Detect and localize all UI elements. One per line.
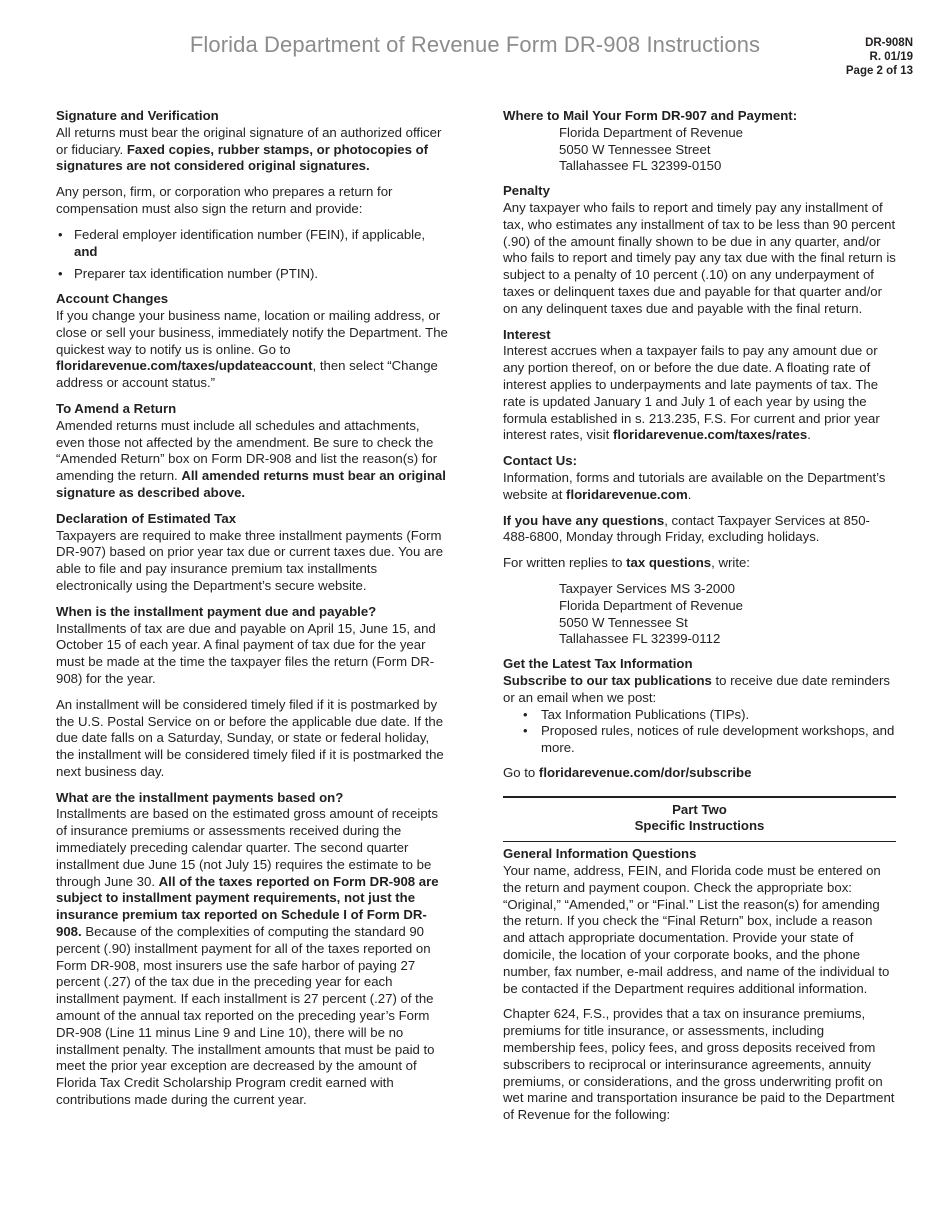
part-subtitle: Specific Instructions [634,818,765,834]
subscribe-bold: Subscribe to our tax publications [503,672,712,688]
latest-heading: Get the Latest Tax Information [503,656,693,672]
written-address [559,581,896,648]
due-section [56,604,450,781]
address-line: Taxpayer Services MS 3-2000 [559,580,735,596]
account-changes-section [56,291,450,392]
interest-heading: Interest [503,326,551,342]
declaration-text: Taxpayers are required to make three installment payments (Form DR-907) based on prior year tax due or current taxes due. You are able to file and pay insurance premium tax installments electronically using the Department’s secure website. [56,527,444,593]
page-number: Page 2 of 13 [845,65,913,77]
subscribe-link[interactable]: floridarevenue.com/dor/subscribe [538,764,752,780]
address-line: 5050 W Tennessee St [559,614,688,630]
form-identifier [846,36,913,78]
general-section [503,846,896,1124]
interest-section [503,327,896,445]
declaration-section [56,511,450,595]
amend-body: Amended returns must include all schedules and attachments, even those not affected by the amendment. Be sure to check the “Amended Return” box on Form DR-908 and list the reason(s) for amending the return. [56,417,438,484]
account-text-end: , then select “Change address or account status.” [56,358,438,391]
preparer-text: Any person, firm, or corporation who prepares a return for compensation must also sign the return and provide: [56,184,393,216]
left-column [56,108,450,1118]
based-section [56,790,450,1109]
penalty-heading: Penalty [503,183,550,199]
update-account-link[interactable]: floridarevenue.com/taxes/updateaccount [56,358,313,374]
based-text [56,806,450,1108]
amend-section [56,401,450,502]
based-heading: What are the installment payments based on? [56,789,344,805]
declaration-heading: Declaration of Estimated Tax [56,510,237,526]
latest-section [503,656,896,782]
questions-text [503,513,896,547]
list-item [56,227,450,261]
signature-body: All returns must bear the original signature of an authorized officer or fiduciary. [56,124,442,157]
amend-text [56,418,450,502]
subscribe-body: to receive due date reminders or an email when we post: [503,672,890,705]
goto-body: Go to [503,764,539,780]
address-line: Tallahassee FL 32399-0112 [559,631,721,647]
list-item: • Proposed rules, notices of rule development workshops, and more. [503,723,896,757]
written-body: For written replies to [503,555,627,571]
account-changes-text [56,308,450,392]
based-body-2: Because of the complexities of computing the standard 90 percent (.90) installment payment for all of the taxes reported on Form DR-908, most insurers use the safe harbor of paying 27 percent (.27) of the tax due in the preceding year for each installment payment. If each installment is 27 percent (.27) of the amount of the annual tax reported on the preceding year’s Form DR-908 (Line 11 minus Line 9 and Line 10), there will be no installment penalty. The installment amounts that must be paid to meet the prior year exception are decreased by the amount of Florida Tax Credit Scholarship Program credit earned with contributions made during the current year. [56,924,435,1108]
rates-link[interactable]: floridarevenue.com/taxes/rates [612,427,808,443]
penalty-text: Any taxpayer who fails to report and timely pay any installment of tax, who estimates any installment of tax to be less than 90 percent (.90) of the amount finally shown to be due in any quarter, and/or who fails to report and timely pay any tax due with the final return is subject to a penalty of 10 percent (.10) on any underpayment of taxes or delinquent taxes due and payable for that quarter and/or on any delinquent taxes due and payable with the final return. [503,199,896,316]
chapter-text: Chapter 624, F.S., provides that a tax on insurance premiums, premiums for title insurance, or assessments, including membership fees, policy fees, and gross deposits received from subscribers to reciprocal or interinsurance agreements, annuity premiums, or considerations, and the gross underwriting profit on wet marine and transportation insurance be paid to the Department of Revenue for the following: [503,1006,895,1123]
address-line: Florida Department of Revenue [559,597,743,613]
due-heading: When is the installment payment due and payable? [56,603,377,619]
based-body-1: Installments are based on the estimated gross amount of receipts of insurance premiums or assessments received during the immediately preceding calendar quarter. The second quarter installment due June 15 (not July 15) requires the estimate to be through June 30. [56,806,438,889]
subscribe-list [503,707,896,757]
general-text: Your name, address, FEIN, and Florida code must be entered on the return and payment coupon. Check the appropriate box: “Original,” “Amended,” or “Final.” List the reason(s) for amending the return. If you check the “Final Return” box, include a reason and attach appropriate documentation. Provide your state of domicile, the location of your corporate books, and the phone number, fax number, e-mail address, and name of the individual to be contacted if the Department requires additional information. [503,863,890,996]
amend-warning: All amended returns must bear an original signature as described above. [56,468,446,500]
written-end: , write: [711,555,750,571]
address-line: Tallahassee FL 32399-0150 [559,158,722,174]
due-text-2: An installment will be considered timely filed if it is postmarked by the U.S. Postal Service on or before the applicable due date. If the due date falls on a Saturday, Sunday, or state or federal holiday, the installment will be considered timely filed if it is postmarked the next business day. [56,696,444,779]
contact-body: Information, forms and tutorials are available on the Department’s website at [503,469,886,502]
form-revision: R. 01/19 [869,51,913,63]
due-text-1: Installments of tax are due and payable on April 15, June 15, and October 15 of each year. A final payment of tax due for the year must be made at the time the taxpayer files the return (Form DR-908) for the year. [56,620,436,686]
amend-heading: To Amend a Return [56,400,177,416]
signature-section [56,108,450,283]
page-title: Florida Department of Revenue Form DR-908 Instructions [189,32,761,57]
list-item: • Preparer tax identification number (PTIN). [56,266,450,283]
interest-body: Interest accrues when a taxpayer fails to pay any amount due or any portion thereof, on or before the due date. A floating rate of interest applies to underpayments and late payments of tax. The rate is updated January 1 and July 1 of each year by using the formula established in s. 213.235, F.S. For current and prior year interest rates, visit [503,343,880,443]
part-title: Part Two [672,801,727,817]
preparer-list [56,227,450,283]
contact-section [503,453,896,648]
account-changes-heading: Account Changes [56,291,169,307]
penalty-section [503,183,896,317]
address-line: Florida Department of Revenue [559,124,743,140]
mail-section [503,108,896,175]
form-number: DR-908N [865,37,913,49]
interest-text [503,343,896,444]
contact-end: . [687,486,692,502]
written-text [503,555,896,572]
website-link[interactable]: floridarevenue.com [566,486,688,502]
bullet-fein: Federal employer identification number (FEIN), if applicable, [74,226,426,242]
part-two-banner [503,796,896,843]
signature-text [56,125,450,175]
contact-heading: Contact Us: [503,453,577,469]
bullet-and: and [74,243,98,259]
address-line: 5050 W Tennessee Street [559,141,711,157]
general-heading: General Information Questions [503,846,697,862]
signature-warning: Faxed copies, rubber stamps, or photocopies of signatures are not considered original signatures. [56,141,429,174]
list-item: • Tax Information Publications (TIPs). [503,707,896,724]
written-bold: tax questions [626,555,712,571]
subscribe-text [503,673,896,707]
mail-address [559,125,896,175]
right-column [503,108,896,1133]
account-text-start: If you change your business name, location or mailing address, or close or sell your business, immediately notify the Department. The quickest way to notify us is online. Go to [56,307,448,357]
interest-end: . [807,427,811,443]
based-bold: All of the taxes reported on Form DR-908 are subject to installment payment requirements, not just the insurance premium tax reported on Schedule I of Form DR-908. [56,873,439,940]
questions-bold: If you have any questions [503,512,665,528]
contact-text [503,470,896,504]
goto-text [503,765,896,782]
mail-heading: Where to Mail Your Form DR-907 and Payment: [503,108,798,123]
questions-body: , contact Taxpayer Services at 850-488-6800, Monday through Friday, excluding holidays. [503,512,870,545]
signature-heading: Signature and Verification [56,108,219,123]
